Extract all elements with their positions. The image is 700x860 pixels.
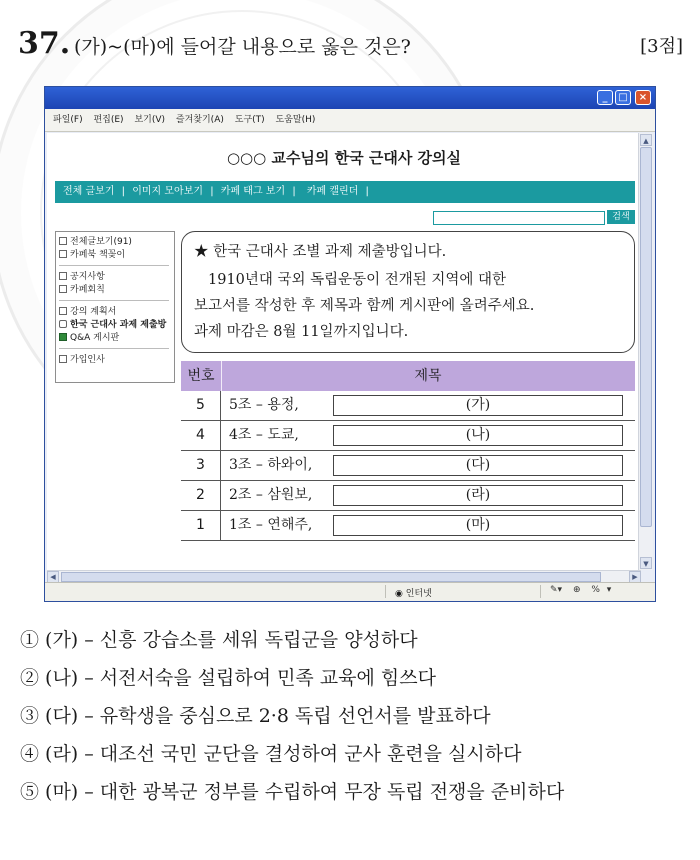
notice-line: 보고서를 작성한 후 제목과 함께 게시판에 올려주세요. <box>194 298 535 314</box>
list-icon <box>59 272 67 280</box>
row-title: 1조 – 연해주, <box>229 517 313 533</box>
answer-box: (마) <box>333 515 623 536</box>
header-number: 번호 <box>181 361 222 391</box>
row-title: 2조 – 삼원보, <box>229 487 313 503</box>
browser-window <box>44 86 656 602</box>
title-bar[interactable] <box>45 87 655 109</box>
list-icon <box>59 355 67 363</box>
zoom-icon[interactable]: ⊕ <box>572 585 581 595</box>
security-zone <box>395 586 432 599</box>
sidebar-item-all-posts[interactable]: 전체글보기(91) <box>59 236 132 249</box>
nav-tags[interactable]: 카페 태그 보기 <box>220 186 286 197</box>
page-viewport <box>47 133 641 570</box>
menu-file[interactable]: 파일(F) <box>53 115 83 125</box>
table-row[interactable] <box>181 511 635 541</box>
row-number: 3 <box>181 451 221 480</box>
sidebar-item-cafe-book[interactable]: 카페북 책꽂이 <box>59 249 125 262</box>
zoom-level[interactable]: % <box>591 585 600 595</box>
scroll-thumb[interactable] <box>61 572 601 582</box>
nav-images[interactable]: 이미지 모아보기 <box>132 186 204 197</box>
table-row[interactable] <box>181 421 635 451</box>
status-tools <box>550 585 611 595</box>
answer-box: (나) <box>333 425 623 446</box>
scroll-right-icon[interactable]: ▶ <box>629 571 641 583</box>
search-input[interactable] <box>433 211 605 225</box>
sidebar-divider <box>59 300 169 301</box>
row-title: 3조 – 하와이, <box>229 457 313 473</box>
search-button[interactable]: 검색 <box>607 210 635 224</box>
notice-line: ★ 한국 근대사 조별 과제 제출방입니다. <box>194 244 447 260</box>
row-number: 4 <box>181 421 221 450</box>
menu-help[interactable]: 도움말(H) <box>275 115 316 125</box>
row-number: 1 <box>181 511 221 540</box>
vertical-scrollbar[interactable] <box>638 133 653 570</box>
sidebar-item-syllabus[interactable]: 강의 계획서 <box>59 306 116 319</box>
close-button[interactable]: × <box>635 90 651 105</box>
choice-2[interactable]: ② (나) – 서전서숙을 설립하여 민족 교육에 힘쓰다 <box>20 667 436 689</box>
globe-icon: ◉ <box>395 589 403 599</box>
table-row[interactable] <box>181 481 635 511</box>
row-number: 2 <box>181 481 221 510</box>
sidebar-divider <box>59 265 169 266</box>
answer-box: (라) <box>333 485 623 506</box>
question-header <box>18 26 683 66</box>
menu-edit[interactable]: 편집(E) <box>93 115 124 125</box>
sidebar-item-notice[interactable]: 공지사항 <box>59 271 105 284</box>
question-text: (가)~(마)에 들어갈 내용으로 옳은 것은? <box>74 36 411 58</box>
scroll-left-icon[interactable]: ◀ <box>47 571 59 583</box>
list-icon <box>59 307 67 315</box>
nav-all-posts[interactable]: 전체 글보기 <box>63 186 115 197</box>
sidebar-menu <box>55 231 175 383</box>
sidebar-divider <box>59 348 169 349</box>
zone-label: 인터넷 <box>405 589 432 599</box>
board-icon <box>59 320 67 328</box>
menu-bar <box>45 109 655 132</box>
scroll-thumb[interactable] <box>640 147 652 527</box>
protected-mode-icon[interactable]: ✎▾ <box>550 585 563 595</box>
row-number: 5 <box>181 391 221 420</box>
choice-3[interactable]: ③ (다) – 유학생을 중심으로 2·8 독립 선언서를 발표하다 <box>20 705 491 727</box>
table-header <box>181 361 635 391</box>
maximize-button[interactable]: □ <box>615 90 631 105</box>
list-icon <box>59 237 67 245</box>
assignment-notice <box>181 231 635 353</box>
choice-5[interactable]: ⑤ (마) – 대한 광복군 정부를 수립하여 무장 독립 전쟁을 준비하다 <box>20 781 565 803</box>
notice-line: 과제 마감은 8월 11일까지입니다. <box>194 324 409 340</box>
table-row[interactable] <box>181 391 635 421</box>
page-title: ○○○ 교수님의 한국 근대사 강의실 <box>226 149 462 167</box>
edit-icon <box>59 333 67 341</box>
menu-favorites[interactable]: 즐겨찾기(A) <box>175 115 224 125</box>
nav-calendar[interactable]: 카페 캘린더 <box>306 186 359 197</box>
scroll-up-icon[interactable]: ▲ <box>640 134 652 146</box>
choice-4[interactable]: ④ (라) – 대조선 국민 군단을 결성하여 군사 훈련을 실시하다 <box>20 743 522 765</box>
answer-box: (다) <box>333 455 623 476</box>
header-title: 제목 <box>414 368 442 384</box>
list-icon <box>59 250 67 258</box>
sidebar-item-greeting[interactable]: 가입인사 <box>59 354 105 367</box>
answer-box: (가) <box>333 395 623 416</box>
question-number: 37. <box>18 26 71 61</box>
minimize-button[interactable]: _ <box>597 90 613 105</box>
sidebar-item-qna[interactable]: Q&A 게시판 <box>59 332 119 345</box>
cafe-nav-bar: 전체 글보기 | 이미지 모아보기 | 카페 태그 보기 | 카페 캘린더 | <box>55 181 635 203</box>
row-title: 5조 – 용정, <box>229 397 299 413</box>
status-bar <box>45 582 655 601</box>
list-icon <box>59 285 67 293</box>
notice-line: 1910년대 국외 독립운동이 전개된 지역에 대한 <box>208 272 507 288</box>
scroll-down-icon[interactable]: ▼ <box>640 557 652 569</box>
choice-1[interactable]: ① (가) – 신흥 강습소를 세워 독립군을 양성하다 <box>20 629 418 651</box>
menu-view[interactable]: 보기(V) <box>134 115 166 125</box>
sidebar-item-assignment[interactable]: 한국 근대사 과제 제출방 <box>59 319 166 332</box>
row-title: 4조 – 도쿄, <box>229 427 299 443</box>
table-row[interactable] <box>181 451 635 481</box>
question-score: [3점] <box>640 36 683 57</box>
zoom-dropdown-icon[interactable]: ▾ <box>606 585 612 595</box>
sidebar-item-rules[interactable]: 카페회칙 <box>59 284 105 297</box>
menu-tools[interactable]: 도구(T) <box>234 115 265 125</box>
